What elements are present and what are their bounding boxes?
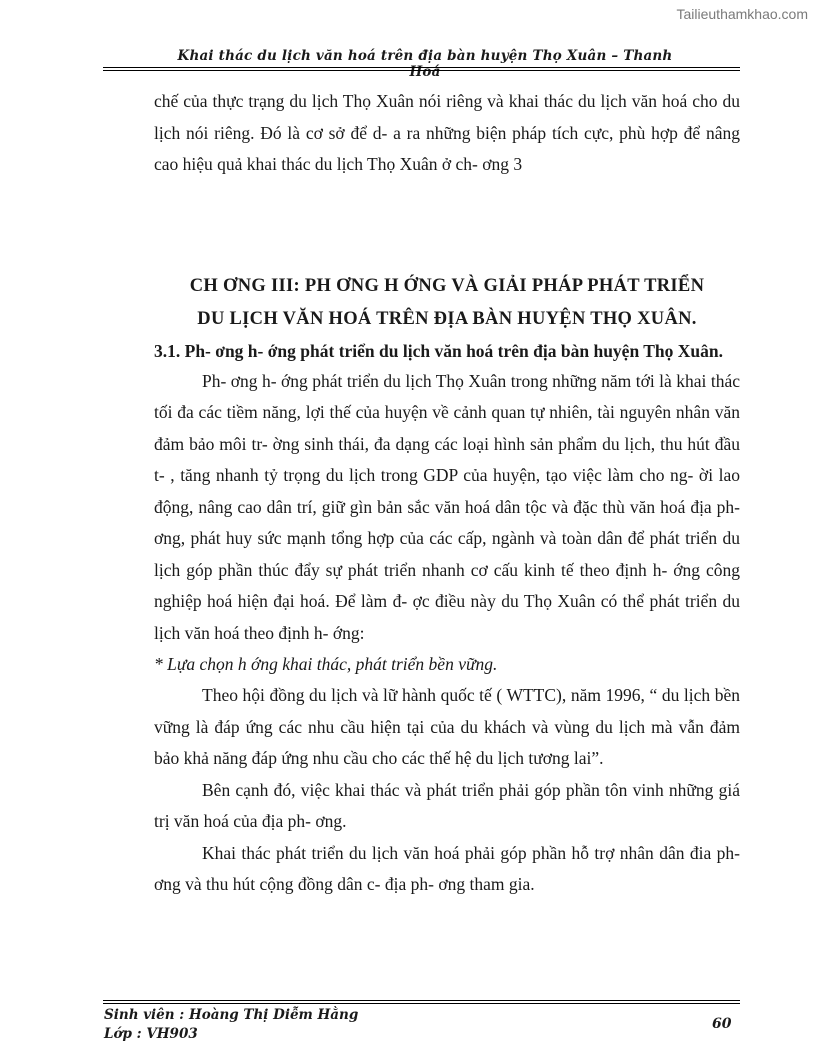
body-paragraph-4: Khai thác phát triển du lịch văn hoá phải góp phần hỗ trợ nhân dân đia ph- ơng và thu hút cộng đồng dân c- địa ph- ơng tham gia. — [154, 842, 740, 894]
chapter-title — [154, 270, 740, 336]
footer-info — [104, 1006, 358, 1044]
footer-divider — [103, 1000, 740, 1004]
chapter-title-line-1: CH ƠNG III: PH ƠNG H ỚNG VÀ GIẢI PHÁP PHÁT TRIỂN — [189, 275, 705, 296]
chapter-title-line-2: DU LỊCH VĂN HOÁ TRÊN ĐỊA BÀN HUYỆN THỌ XUÂN. — [197, 308, 697, 329]
footer-student: Sinh viên : Hoàng Thị Diễm Hằng — [104, 1007, 359, 1023]
header-divider — [103, 67, 740, 71]
section-heading: 3.1. Ph- ơng h- ớng phát triển du lịch văn hoá trên địa bàn huyện Thọ Xuân. — [154, 340, 723, 361]
body-paragraph-2: Theo hội đồng du lịch và lữ hành quốc tế ( WTTC), năm 1996, “ du lịch bền vững là đáp ứng các nhu cầu hiện tại của du khách và vùng du lịch mà vẫn đảm bảo khả năng đáp ứng nhu cầu cho các thế hệ du lịch tương lai”. — [154, 685, 740, 768]
page-number: 60 — [712, 1016, 732, 1032]
watermark: Tailieuthamkhao.com — [676, 6, 808, 22]
bullet-item: * Lựa chọn h ớng khai thác, phát triển bền vững. — [154, 654, 498, 674]
intro-paragraph: chế của thực trạng du lịch Thọ Xuân nói riêng và khai thác du lịch văn hoá cho du lịch nói riêng. Đó là cơ sở để d- a ra những biện pháp tích cực, phù hợp để nâng cao hiệu quả khai thác du lịch Thọ Xuân ở ch- ơng 3 — [154, 91, 740, 174]
page-body — [154, 86, 740, 901]
footer-class: Lớp : VH903 — [104, 1026, 198, 1042]
page-header-title: Khai thác du lịch văn hoá trên địa bàn huyện Thọ Xuân – Thanh Hoá — [177, 48, 673, 80]
body-paragraph-3: Bên cạnh đó, việc khai thác và phát triển phải góp phần tôn vinh những giá trị văn hoá của địa ph- ơng. — [154, 779, 740, 831]
body-paragraph-1: Ph- ơng h- ớng phát triển du lịch Thọ Xuân trong những năm tới là khai thác tối đa các tiềm năng, lợi thế của huyện về cảnh quan tự nhiên, tài nguyên nhân văn đảm bảo môi tr- ờng sinh thái, đa dạng các loại hình sản phẩm du lịch, thu hút đầu t- , tăng nhanh tỷ trọng du lịch trong GDP của huyện, tạo việc làm cho ng- ời lao động, nâng cao dân trí, giữ gìn bản sắc văn hoá dân tộc và đặc thù văn hoá địa ph- ơng, phát huy sức mạnh tổng hợp của các cấp, ngành và toàn dân để phát triển du lịch góp phần thúc đẩy sự phát triển nhanh cơ cấu kinh tế theo định h- ớng công nghiệp hoá hiện đại hoá. Để làm đ- ợc điều này du Thọ Xuân có thể phát triển du lịch văn hoá theo định h- ớng: — [154, 370, 740, 643]
